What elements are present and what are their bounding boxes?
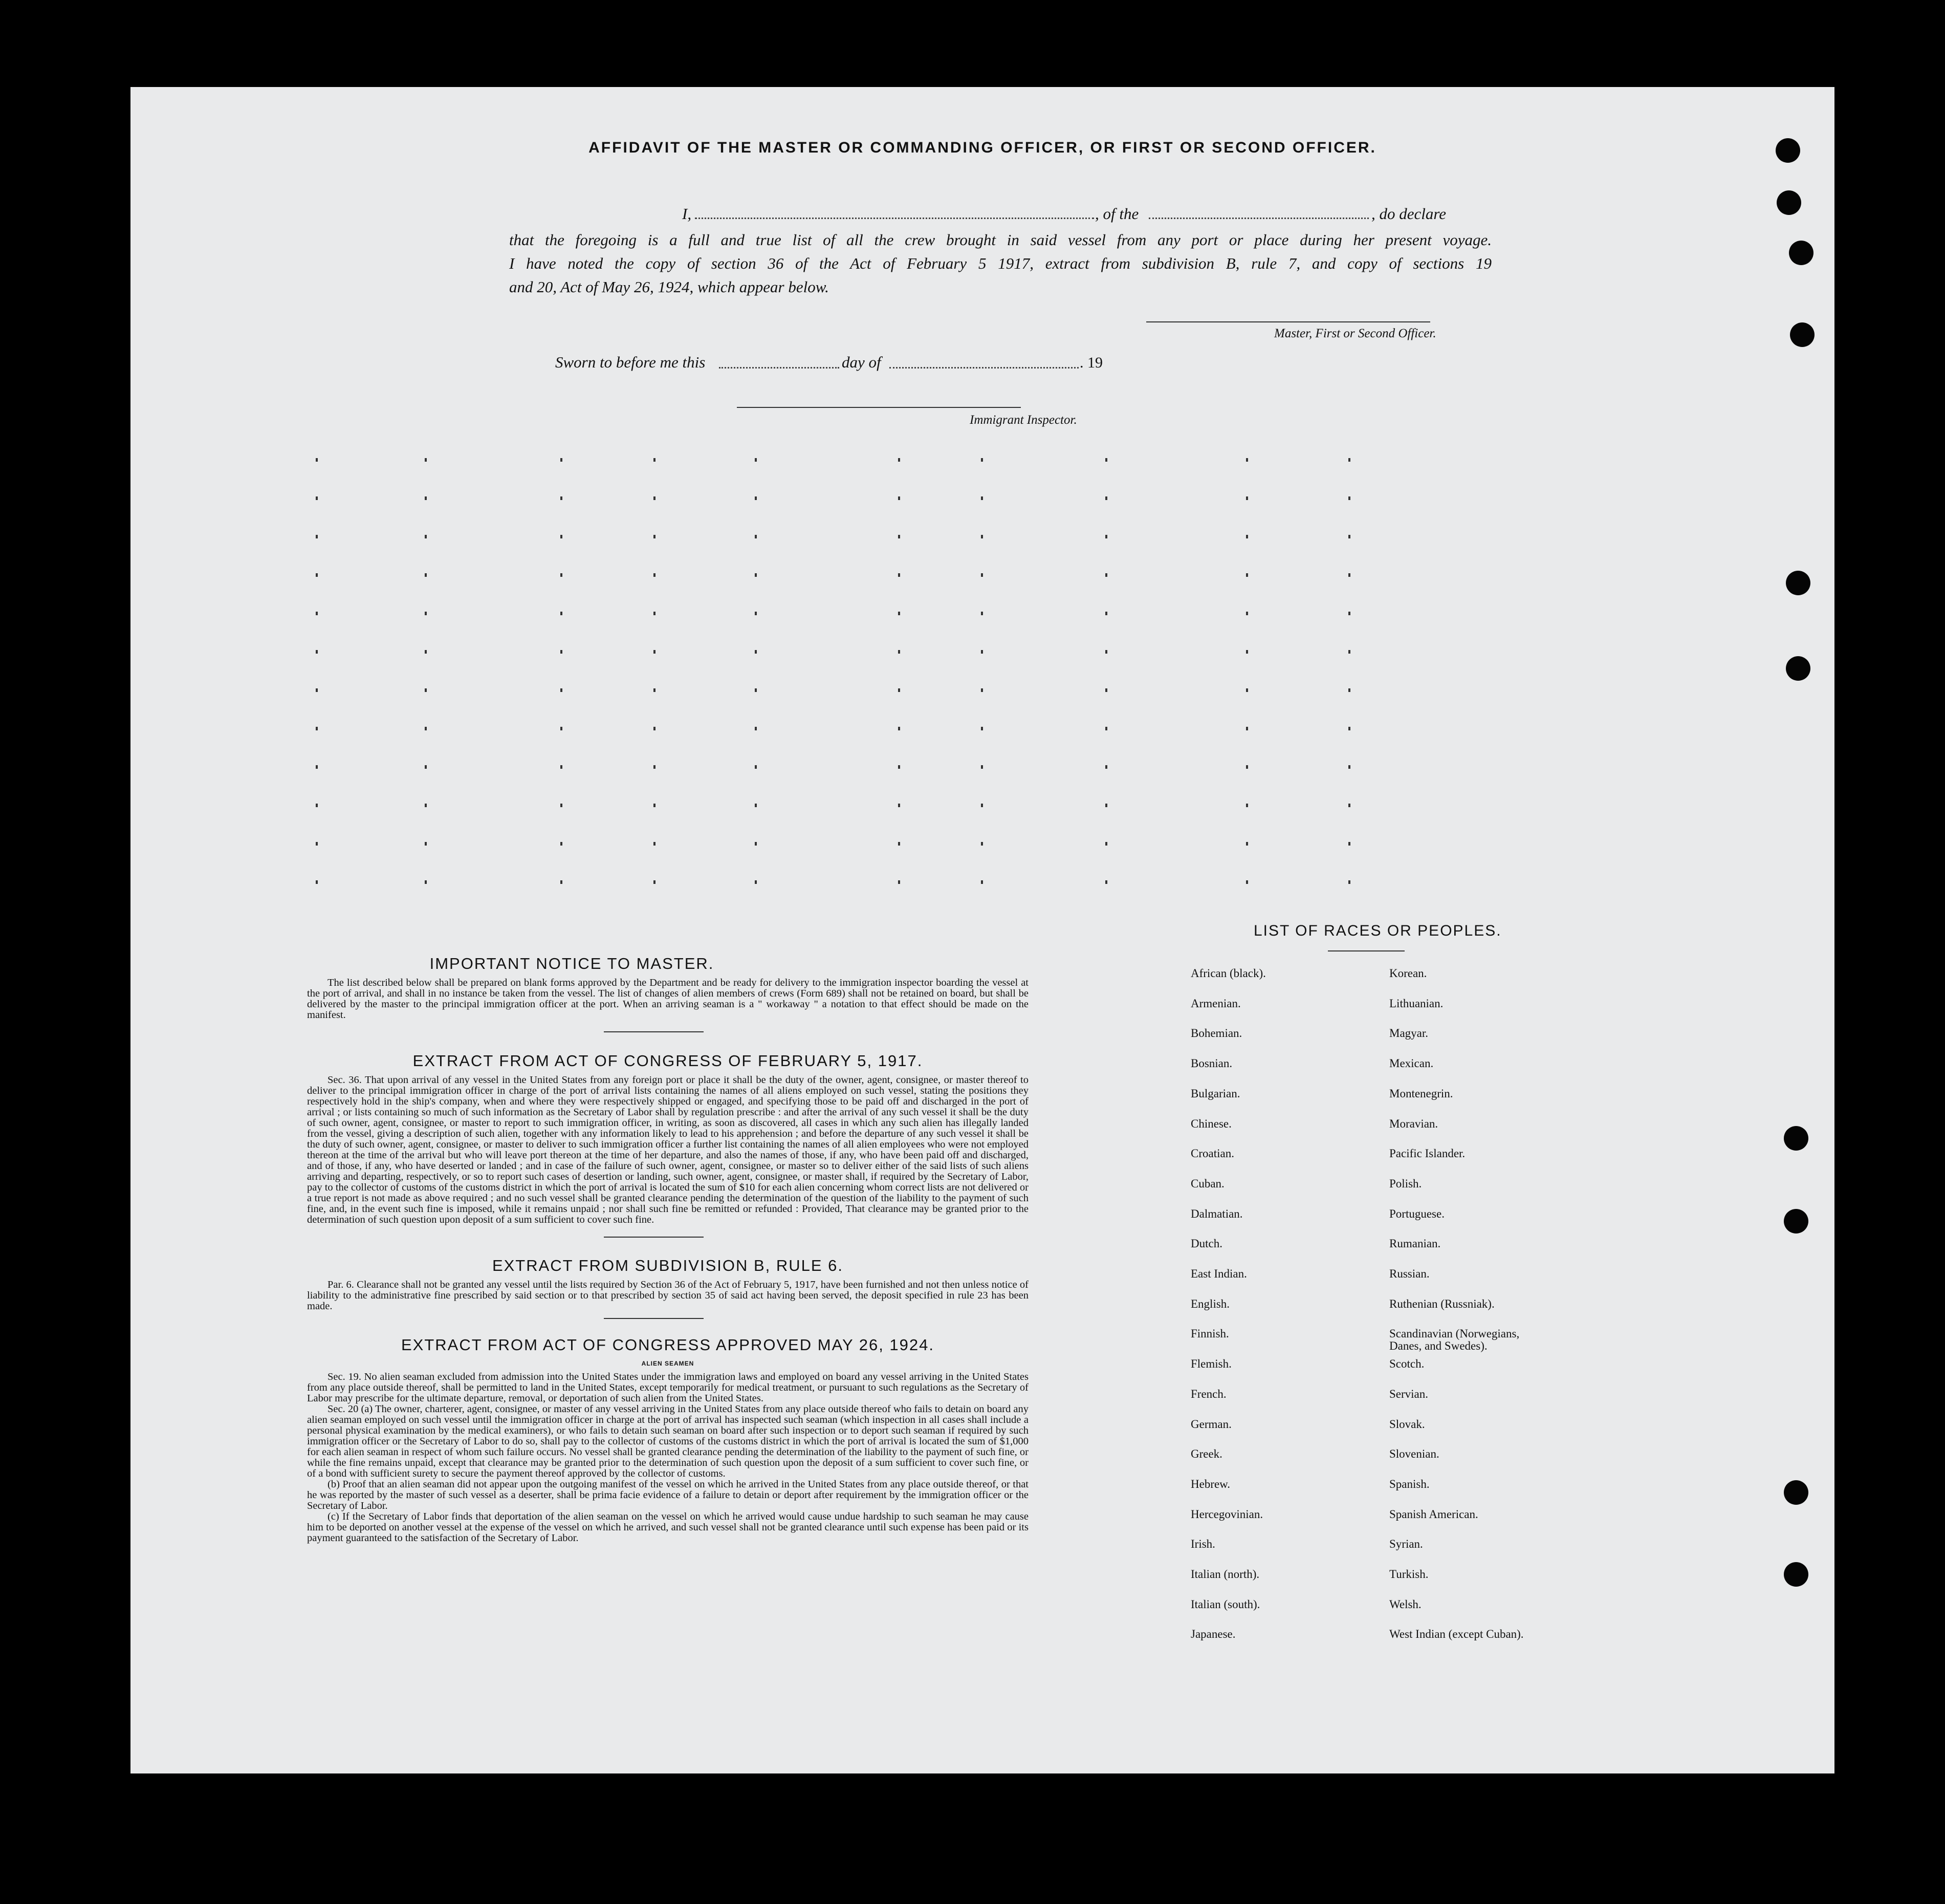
race-item: Dalmatian.	[1191, 1207, 1243, 1220]
race-item: Servian.	[1389, 1387, 1429, 1400]
grid-tick	[1348, 458, 1350, 462]
grid-tick	[1105, 804, 1107, 807]
grid-tick	[560, 727, 562, 730]
inspector-caption: Immigrant Inspector.	[970, 413, 1077, 427]
race-item: African (black).	[1191, 967, 1266, 980]
grid-tick	[316, 535, 318, 538]
punch-hole	[1784, 1480, 1808, 1505]
grid-tick	[560, 804, 562, 807]
race-item: English.	[1191, 1297, 1230, 1310]
race-item: Montenegrin.	[1389, 1087, 1453, 1100]
grid-tick	[1105, 727, 1107, 730]
grid-tick	[425, 804, 427, 807]
race-item: Hercegovinian.	[1191, 1507, 1263, 1521]
race-item: Irish.	[1191, 1538, 1215, 1551]
race-item: Chinese.	[1191, 1117, 1232, 1130]
grid-tick	[560, 573, 562, 577]
grid-tick	[755, 535, 757, 538]
grid-tick	[1105, 573, 1107, 577]
sec-20c-paragraph: (c) If the Secretary of Labor finds that deportation of the alien seaman on the vessel on which he arrived would cause undue hardship to such seaman he may cause him to be deported on another vessel at the expense of the vessel on which he arrived, and such vessel shall not be granted clearance until such expense has been paid or its payment guaranteed to the satisfaction of the Secretary of Labor.	[307, 1511, 1029, 1544]
sec-20a-paragraph: Sec. 20 (a) The owner, charterer, agent, consignee, or master of any vessel arriving in the United States from any place outside thereof who fails to detain on board any alien seaman employed on such vessel until the immigration officer in charge at the port of arrival has inspected such seaman (which inspection in all cases shall include a personal physical examination by the medical examiners), or who fails to detain such seaman on board after such inspection or to deport such seaman if required by such immigration officer or the Secretary of Labor to do so, shall pay to the collector of customs of the customs district in which the port of arrival is located the sum of $1,000 for each alien seaman in respect of whom such failure occurs. No vessel shall be granted clearance pending the determination of the liability to the payment of such fine, or while the fine remains unpaid, except that clearance may be granted prior to the determination of such question upon the deposit of a sum sufficient to cover such fine, or of a bond with sufficient surety to secure the payment thereof approved by the collector of customs.	[307, 1403, 1029, 1479]
race-item: Scandinavian (Norwegians, Danes, and Swedes).	[1389, 1327, 1520, 1353]
grid-tick	[898, 535, 900, 538]
grid-tick	[755, 688, 757, 692]
grid-tick	[653, 688, 655, 692]
grid-tick	[316, 727, 318, 730]
grid-tick	[1105, 842, 1107, 846]
race-item: Moravian.	[1389, 1117, 1438, 1130]
grid-tick	[653, 650, 655, 654]
race-item: Polish.	[1389, 1177, 1422, 1190]
punch-hole	[1784, 1126, 1808, 1151]
grid-tick	[653, 573, 655, 577]
grid-tick	[560, 880, 562, 884]
race-item: Lithuanian.	[1389, 997, 1444, 1010]
declaration-do-declare: , do declare	[1371, 205, 1447, 223]
grid-tick	[316, 612, 318, 615]
punch-hole	[1777, 190, 1801, 215]
grid-tick	[316, 650, 318, 654]
race-item: West Indian (except Cuban).	[1389, 1628, 1524, 1641]
notice-title: IMPORTANT NOTICE TO MASTER.	[429, 955, 714, 972]
sworn-year: . 19	[1080, 354, 1103, 371]
grid-tick	[425, 765, 427, 769]
grid-tick	[425, 842, 427, 846]
race-item: Scotch.	[1389, 1357, 1425, 1371]
grid-tick	[1246, 458, 1248, 462]
grid-tick	[425, 496, 427, 500]
notice-text: The list described below shall be prepared on blank forms approved by the Department and be ready for delivery to the immigration inspector boarding the vessel at the port of arrival, and shall in no instance be taken from the vessel. The list of changes of alien members of crews (Form 689) shall not be retained on board, but shall be delivered by the master to the principal immigration officer at the port. When an arriving seaman is a " workaway " a notation to that effect should be made on the manifest.	[307, 977, 1029, 1021]
grid-tick	[1246, 804, 1248, 807]
grid-tick	[755, 650, 757, 654]
sworn-month-line	[889, 367, 1079, 369]
race-item: Pacific Islander.	[1389, 1147, 1466, 1160]
grid-tick	[981, 765, 983, 769]
grid-tick	[425, 727, 427, 730]
sec-20b-paragraph: (b) Proof that an alien seaman did not appear upon the outgoing manifest of the vessel on which he arrived in the United States from any place outside thereof, or that he was reported by the master of such vessel as a deserter, shall be prima facie evidence of a failure to detain or deport after requirement by the immigration officer or the Secretary of Labor.	[307, 1479, 1029, 1511]
master-caption: Master, First or Second Officer.	[1274, 327, 1436, 340]
grid-tick	[1246, 688, 1248, 692]
grid-tick	[981, 727, 983, 730]
grid-tick	[560, 650, 562, 654]
grid-tick	[981, 573, 983, 577]
grid-tick	[653, 612, 655, 615]
grid-tick	[1246, 496, 1248, 500]
grid-tick	[653, 458, 655, 462]
grid-tick	[1246, 880, 1248, 884]
grid-tick	[981, 458, 983, 462]
grid-tick	[316, 842, 318, 846]
grid-tick	[1348, 842, 1350, 846]
grid-tick	[755, 573, 757, 577]
grid-tick	[1348, 496, 1350, 500]
punch-hole	[1789, 241, 1813, 265]
grid-tick	[898, 650, 900, 654]
sworn-text: Sworn to before me this	[555, 353, 706, 371]
grid-tick	[981, 612, 983, 615]
grid-tick	[755, 842, 757, 846]
race-item: French.	[1191, 1387, 1227, 1400]
grid-tick	[560, 765, 562, 769]
race-item: Armenian.	[1191, 997, 1241, 1010]
race-item: Portuguese.	[1389, 1207, 1445, 1220]
grid-tick	[981, 688, 983, 692]
grid-tick	[425, 650, 427, 654]
grid-tick	[981, 496, 983, 500]
race-item: Korean.	[1389, 967, 1427, 980]
grid-tick	[1105, 458, 1107, 462]
race-item: Bohemian.	[1191, 1027, 1242, 1040]
grid-tick	[1246, 650, 1248, 654]
document-page	[130, 87, 1834, 1773]
grid-tick	[755, 804, 757, 807]
grid-tick	[1246, 765, 1248, 769]
grid-tick	[755, 880, 757, 884]
race-item: Bosnian.	[1191, 1057, 1233, 1070]
race-item: Italian (south).	[1191, 1597, 1260, 1611]
grid-tick	[755, 496, 757, 500]
grid-tick	[755, 612, 757, 615]
grid-tick	[560, 842, 562, 846]
grid-tick	[1246, 727, 1248, 730]
race-item: Slovak.	[1389, 1417, 1425, 1431]
grid-tick	[898, 765, 900, 769]
punch-hole	[1784, 1209, 1808, 1234]
inspector-signature-line	[737, 407, 1021, 408]
grid-tick	[1246, 535, 1248, 538]
grid-tick	[981, 804, 983, 807]
extract-rule6-title: EXTRACT FROM SUBDIVISION B, RULE 6.	[492, 1257, 844, 1274]
grid-tick	[1105, 688, 1107, 692]
divider	[604, 1031, 704, 1032]
race-item: Spanish.	[1389, 1477, 1430, 1490]
alien-seamen-subtitle: ALIEN SEAMEN	[641, 1360, 694, 1367]
grid-tick	[898, 573, 900, 577]
declaration-line-3: I have noted the copy of section 36 of the Act of February 5 1917, extract from subdivision B, rule 7, and copy of sections 19	[509, 254, 1492, 272]
race-item: Spanish American.	[1389, 1507, 1478, 1521]
declaration-line-4: and 20, Act of May 26, 1924, which appear below.	[509, 278, 829, 296]
grid-tick	[653, 727, 655, 730]
grid-tick	[898, 458, 900, 462]
race-item: East Indian.	[1191, 1267, 1247, 1280]
race-item: Welsh.	[1389, 1597, 1422, 1611]
divider	[604, 1318, 704, 1319]
race-item: Magyar.	[1389, 1027, 1429, 1040]
punch-hole	[1784, 1562, 1808, 1587]
grid-tick	[560, 688, 562, 692]
races-title: LIST OF RACES OR PEOPLES.	[1254, 922, 1502, 939]
race-item: Mexican.	[1389, 1057, 1434, 1070]
grid-tick	[1348, 612, 1350, 615]
declaration-of-the: , of the	[1095, 205, 1139, 223]
grid-tick	[755, 458, 757, 462]
grid-tick	[316, 804, 318, 807]
grid-tick	[653, 535, 655, 538]
extract-1924-text	[307, 1372, 1029, 1544]
grid-tick	[560, 496, 562, 500]
grid-tick	[560, 612, 562, 615]
grid-tick	[425, 573, 427, 577]
grid-tick	[425, 535, 427, 538]
grid-tick	[653, 804, 655, 807]
race-item: Russian.	[1389, 1267, 1430, 1280]
punch-hole	[1786, 571, 1810, 595]
grid-tick	[1246, 612, 1248, 615]
race-item: Croatian.	[1191, 1147, 1234, 1160]
grid-tick	[653, 496, 655, 500]
sworn-day-line	[719, 367, 839, 369]
grid-tick	[981, 650, 983, 654]
grid-tick	[316, 688, 318, 692]
grid-tick	[898, 842, 900, 846]
punch-hole	[1776, 138, 1800, 163]
grid-tick	[898, 880, 900, 884]
grid-tick	[1348, 650, 1350, 654]
grid-tick	[425, 880, 427, 884]
extract-1917-title: EXTRACT FROM ACT OF CONGRESS OF FEBRUARY 5, 1917.	[412, 1052, 923, 1070]
grid-tick	[653, 880, 655, 884]
grid-tick	[316, 458, 318, 462]
vessel-blank-line	[1149, 218, 1369, 219]
grid-tick	[653, 765, 655, 769]
name-blank-line	[695, 218, 1094, 219]
extract-rule6-text: Par. 6. Clearance shall not be granted any vessel until the lists required by Section 36 of the Act of February 5, 1917, have been furnished and not then unless notice of liability to the administrative fine prescribed by said section or to that prescribed by section 35 of said act having been served, the deposit specified in rule 23 has been made.	[307, 1279, 1029, 1312]
race-item: Syrian.	[1389, 1538, 1423, 1551]
declaration-line-2: that the foregoing is a full and true list of all the crew brought in said vessel from any port or place during her present voyage.	[509, 231, 1492, 249]
race-item: Finnish.	[1191, 1327, 1229, 1340]
grid-tick	[1348, 804, 1350, 807]
grid-tick	[1246, 573, 1248, 577]
punch-hole	[1786, 656, 1810, 681]
grid-tick	[316, 765, 318, 769]
sworn-day-of: day of	[842, 353, 881, 371]
grid-tick	[981, 880, 983, 884]
declaration-i: I,	[682, 205, 692, 223]
divider	[1328, 950, 1405, 951]
grid-tick	[425, 688, 427, 692]
grid-tick	[1105, 496, 1107, 500]
grid-tick	[1105, 880, 1107, 884]
master-signature-line	[1146, 321, 1430, 322]
race-item: Japanese.	[1191, 1628, 1236, 1641]
grid-tick	[1348, 880, 1350, 884]
grid-tick	[1246, 842, 1248, 846]
extract-1917-text: Sec. 36. That upon arrival of any vessel in the United States from any foreign port or place it shall be the duty of the owner, agent, consignee, or master thereof to deliver to the principal immigration officer in charge of the port of arrival lists containing the names of all aliens employed on such vessel, stating the positions they respectively hold in the ship's company, when and where they were respectively shipped or engaged, and specifying those to be paid off and discharged in the port of arrival ; or lists containing so much of such information as the Secretary of Labor shall by regulation prescribe : and after the arrival of any such vessel it shall be the duty of such owner, agent, consignee, or master to report to such immigration officer, in writing, as soon as discovered, all cases in which any such alien has illegally landed from the vessel, giving a description of such alien, together with any information likely to lead to his apprehension ; and before the departure of any such vessel it shall be the duty of such owner, agent, consignee, or master to deliver to such immigration officer a further list containing the names of all alien employees who were not employed thereon at the time of the arrival but who will leave port thereon at the time of her departure, and also the names of those, if any, who have been paid off and discharged, and of those, if any, who have deserted or landed ; and in case of the failure of such owner, agent, consignee, or master so to deliver either of the said lists of such aliens arriving and departing, respectively, or so to report such cases of desertion or landing, such owner, agent, consignee, or master shall, if required by the Secretary of Labor, pay to the collector of customs of the customs district in which the port of arrival is located the sum of $10 for each alien concerning whom correct lists are not delivered or a true report is not made as above required ; and no such vessel shall be granted clearance pending the determination of the question of the liability to the payment of such fine, and, in the event such fine is imposed, while it remains unpaid ; nor shall such fine be remitted or refunded : Provided, That clearance may be granted prior to the determination of such question upon deposit of a sum sufficient to cover such fine.	[307, 1074, 1029, 1225]
grid-tick	[560, 458, 562, 462]
extract-1924-title: EXTRACT FROM ACT OF CONGRESS APPROVED MAY 26, 1924.	[401, 1336, 935, 1354]
grid-tick	[1105, 765, 1107, 769]
race-item: Hebrew.	[1191, 1477, 1231, 1490]
grid-tick	[755, 765, 757, 769]
race-item: Slovenian.	[1389, 1447, 1439, 1461]
race-item: German.	[1191, 1417, 1232, 1431]
grid-tick	[755, 727, 757, 730]
race-item: Cuban.	[1191, 1177, 1225, 1190]
affidavit-title: AFFIDAVIT OF THE MASTER OR COMMANDING OFFICER, OR FIRST OR SECOND OFFICER.	[588, 139, 1376, 156]
grid-tick	[1105, 650, 1107, 654]
race-item: Italian (north).	[1191, 1568, 1260, 1581]
grid-tick	[1348, 765, 1350, 769]
grid-tick	[981, 535, 983, 538]
grid-tick	[898, 612, 900, 615]
punch-hole	[1790, 322, 1815, 347]
grid-tick	[898, 727, 900, 730]
grid-tick	[1348, 535, 1350, 538]
grid-tick	[316, 880, 318, 884]
grid-tick	[1348, 573, 1350, 577]
grid-tick	[898, 496, 900, 500]
grid-tick	[898, 688, 900, 692]
race-item: Bulgarian.	[1191, 1087, 1240, 1100]
divider	[604, 1237, 704, 1238]
grid-tick	[1348, 727, 1350, 730]
grid-tick	[1105, 612, 1107, 615]
race-item: Turkish.	[1389, 1568, 1429, 1581]
grid-tick	[425, 612, 427, 615]
race-item: Greek.	[1191, 1447, 1222, 1461]
grid-tick	[425, 458, 427, 462]
grid-tick	[316, 496, 318, 500]
race-item: Ruthenian (Russniak).	[1389, 1297, 1495, 1310]
race-item: Dutch.	[1191, 1237, 1222, 1250]
grid-tick	[981, 842, 983, 846]
grid-tick	[1348, 688, 1350, 692]
race-item: Flemish.	[1191, 1357, 1232, 1371]
grid-tick	[653, 842, 655, 846]
grid-tick	[316, 573, 318, 577]
sec-19-paragraph: Sec. 19. No alien seaman excluded from admission into the United States under the immigration laws and employed on board any vessel arriving in the United States from any place outside thereof, shall be permitted to land in the United States, except temporarily for medical treatment, or pursuant to such regulations as the Secretary of Labor may prescribe for the ultimate departure, removal, or deportation of such alien from the United States.	[307, 1371, 1029, 1404]
race-item: Rumanian.	[1389, 1237, 1441, 1250]
grid-tick	[1105, 535, 1107, 538]
grid-tick	[898, 804, 900, 807]
grid-tick	[560, 535, 562, 538]
